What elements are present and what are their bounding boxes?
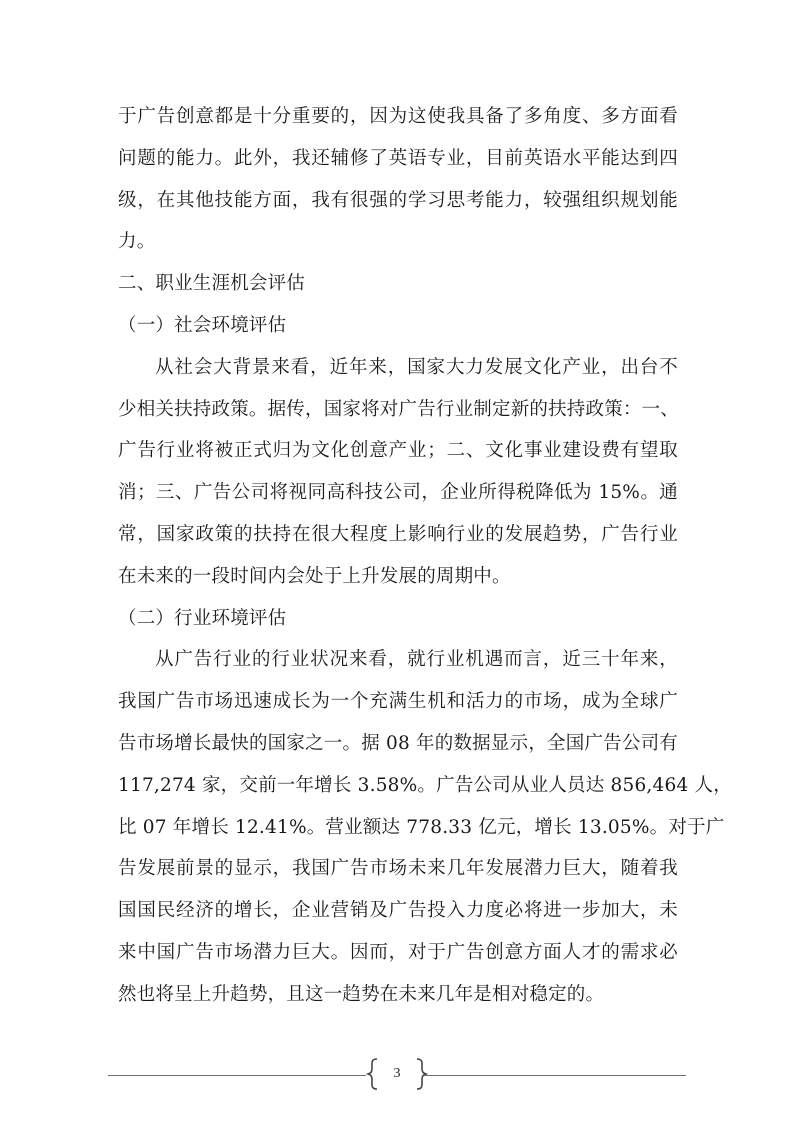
page-number: 3 [393,1066,401,1081]
paragraph-line: 少相关扶持政策。据传，国家将对广告行业制定新的扶持政策：一、 [118,398,680,420]
paragraph-line: 从社会大背景来看，近年来，国家大力发展文化产业，出台不 [155,356,678,378]
paragraph-line: 常，国家政策的扶持在很大程度上影响行业的发展趋势，广告行业 [118,523,678,545]
footer-rule-left [108,1075,366,1076]
subsection-heading: （二）行业环境评估 [118,607,287,629]
paragraph-line: 国国民经济的增长，企业营销及广告投入力度必将进一步加大，未 [118,900,678,922]
footer-rule-right [424,1075,686,1076]
paragraph-line: 力。 [118,231,156,253]
document-body [118,96,732,1016]
paragraph-line: 比 07 年增长 12.41%。营业额达 778.33 亿元，增长 13.05%。对于广 [118,816,725,838]
paragraph-line: 告发展前景的显示，我国广告市场未来几年发展潜力巨大，随着我 [118,858,678,880]
paragraph-line: 117,274 家，交前一年增长 3.58%。广告公司从业人员达 856,464 人， [118,774,732,796]
page-footer [108,1058,686,1092]
paragraph-line: 来中国广告市场潜力巨大。因而，对于广告创意方面人才的需求必 [118,941,678,963]
paragraph-line: 广告行业将被正式归为文化创意产业；二、文化事业建设费有望取 [118,440,678,462]
left-brace-icon [366,1058,380,1090]
paragraph-line: 在未来的一段时间内会处于上升发展的周期中。 [118,565,511,587]
paragraph-line: 级，在其他技能方面，我有很强的学习思考能力，较强组织规划能 [118,189,678,211]
subsection-heading: （一）社会环境评估 [118,314,287,336]
paragraph-line: 问题的能力。此外，我还辅修了英语专业，目前英语水平能达到四 [118,147,678,169]
paragraph-line: 从广告行业的行业状况来看，就行业机遇而言，近三十年来， [155,649,678,671]
paragraph-line: 于广告创意都是十分重要的，因为这使我具备了多角度、多方面看 [118,106,678,127]
paragraph-line: 告市场增长最快的国家之一。据 08 年的数据显示，全国广告公司有 [118,732,678,754]
paragraph-line: 消；三、广告公司将视同高科技公司，企业所得税降低为 15%。通 [118,482,678,504]
paragraph-line: 我国广告市场迅速成长为一个充满生机和活力的市场，成为全球广 [118,691,678,713]
paragraph-line: 然也将呈上升趋势，且这一趋势在未来几年是相对稳定的。 [118,983,605,1005]
section-heading: 二、职业生涯机会评估 [118,273,306,295]
right-brace-icon [414,1058,428,1090]
